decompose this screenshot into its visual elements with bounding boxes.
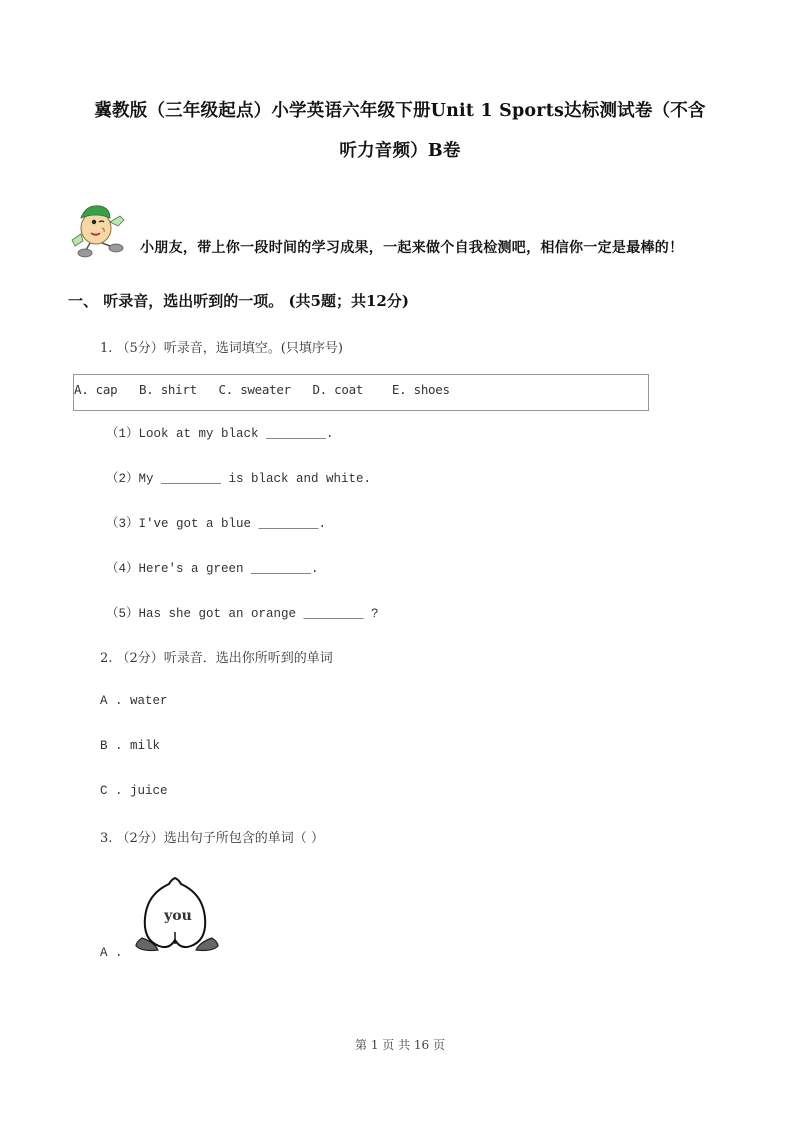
q3-choice-a[interactable]: A .: [100, 946, 123, 960]
q1-item-2: （2）My ________ is black and white.: [106, 472, 372, 486]
mascot-icon: [66, 200, 132, 258]
q1-item-3: （3）I've got a blue ________.: [106, 517, 327, 531]
svg-text:you: you: [164, 908, 192, 924]
q1-item-4: （4）Here's a green ________.: [106, 562, 319, 576]
word-options: A. cap B. shirt C. sweater D. coat E. shoes: [74, 382, 450, 397]
q2-choice-a[interactable]: A . water: [100, 694, 168, 708]
q2-choice-b[interactable]: B . milk: [100, 739, 161, 753]
q2-choice-c[interactable]: C . juice: [100, 784, 168, 798]
document-title-line-2: 听力音频）B卷: [339, 141, 461, 161]
question-3-label: 3. （2分）选出句子所包含的单词（ ）: [100, 831, 324, 846]
q1-item-1: （1）Look at my black ________.: [106, 427, 334, 441]
peach-illustration-icon: [130, 872, 222, 958]
page-footer: 第 1 页 共 16 页: [355, 1038, 445, 1052]
section-heading: 一、 听录音，选出听到的一项。 (共5题；共12分): [68, 292, 409, 310]
question-2-label: 2. （2分）听录音．选出你所听到的单词: [100, 651, 333, 666]
q1-item-5: （5）Has she got an orange ________ ?: [106, 607, 379, 621]
document-title-line-1: 冀教版（三年级起点）小学英语六年级下册Unit 1 Sports达标测试卷（不含: [94, 101, 706, 121]
intro-text: 小朋友，带上你一段时间的学习成果，一起来做个自我检测吧，相信你一定是最棒的！: [140, 240, 684, 256]
question-1-label: 1. （5分）听录音，选词填空。(只填序号): [100, 341, 343, 356]
